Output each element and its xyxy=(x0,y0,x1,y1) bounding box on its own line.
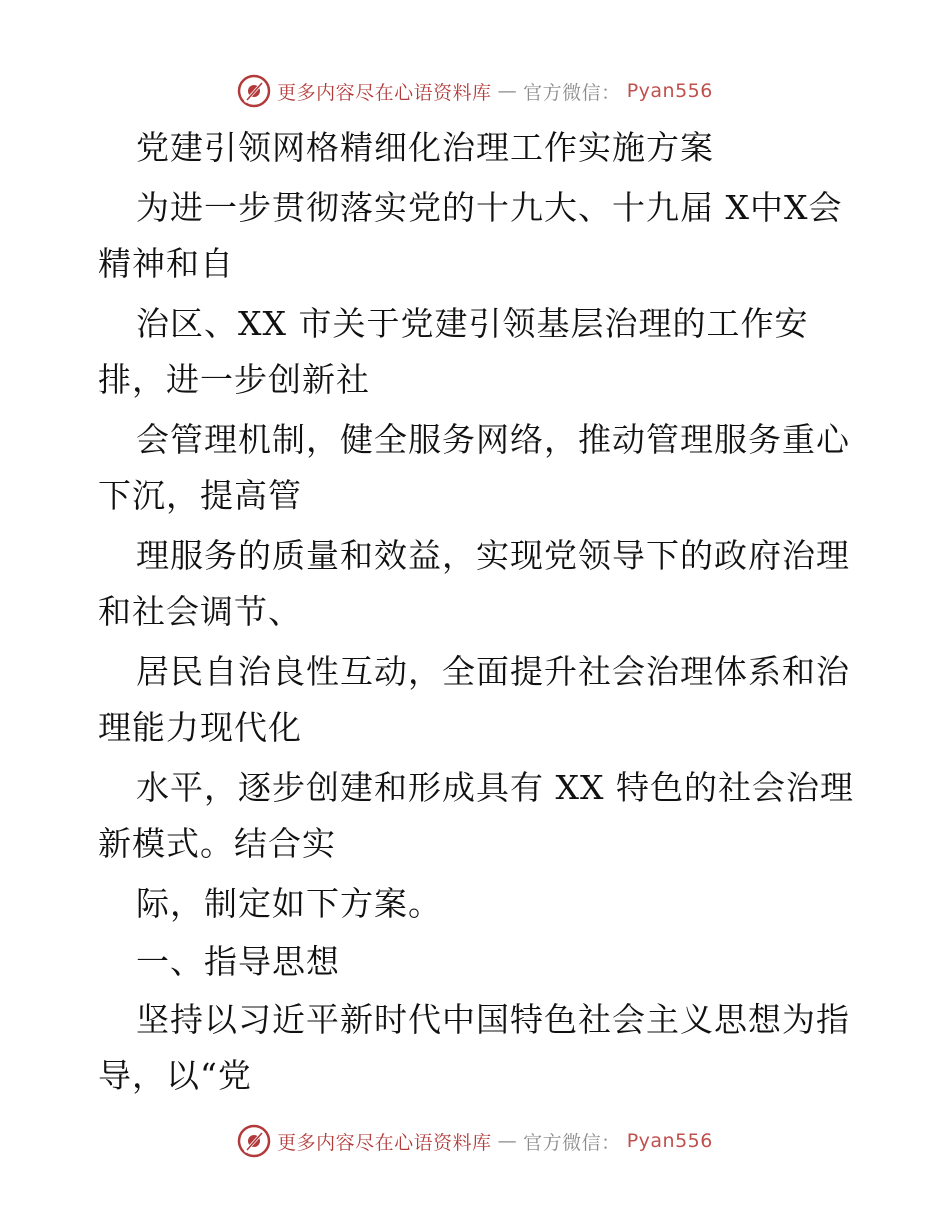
watermark-wechat-id: Pyan556 xyxy=(626,1130,713,1152)
watermark-wechat-label: 官方微信： xyxy=(523,1131,621,1154)
text-line: 为进一步贯彻落实党的十九大、十九届 X中X会 xyxy=(136,188,843,227)
section-heading: 一、指导思想 xyxy=(136,942,340,981)
text-line: 和社会调节、 xyxy=(98,592,302,631)
watermark-text: 更多内容尽在心语资料库 xyxy=(277,81,492,104)
text-line: 理服务的质量和效益，实现党领导下的政府治理 xyxy=(136,536,850,575)
document-title: 党建引领网格精细化治理工作实施方案 xyxy=(136,128,714,167)
text-line: 下沉，提高管 xyxy=(98,476,302,515)
header-watermark xyxy=(0,74,950,108)
text-line: 水平，逐步创建和形成具有 XX 特色的社会治理 xyxy=(136,768,854,807)
text-line: 理能力现代化 xyxy=(98,708,302,747)
watermark-wechat-id: Pyan556 xyxy=(626,80,713,102)
text-line: 精神和自 xyxy=(98,244,234,283)
text-line: 排，进一步创新社 xyxy=(98,360,370,399)
pen-seal-icon xyxy=(237,74,271,108)
watermark-text: 更多内容尽在心语资料库 xyxy=(277,1131,492,1154)
text-line: 导，以“党 xyxy=(98,1056,252,1095)
watermark-separator: — xyxy=(497,80,518,102)
text-line: 坚持以习近平新时代中国特色社会主义思想为指 xyxy=(136,1000,850,1039)
text-line: 治区、XX 市关于党建引领基层治理的工作安 xyxy=(136,304,809,343)
pen-seal-icon xyxy=(237,1124,271,1158)
text-line: 会管理机制，健全服务网络，推动管理服务重心 xyxy=(136,420,850,459)
footer-watermark xyxy=(0,1124,950,1158)
text-line: 际，制定如下方案。 xyxy=(136,884,442,923)
text-line: 居民自治良性互动，全面提升社会治理体系和治 xyxy=(136,652,850,691)
text-line: 新模式。结合实 xyxy=(98,824,336,863)
watermark-wechat-label: 官方微信： xyxy=(523,81,621,104)
watermark-separator: — xyxy=(497,1130,518,1152)
